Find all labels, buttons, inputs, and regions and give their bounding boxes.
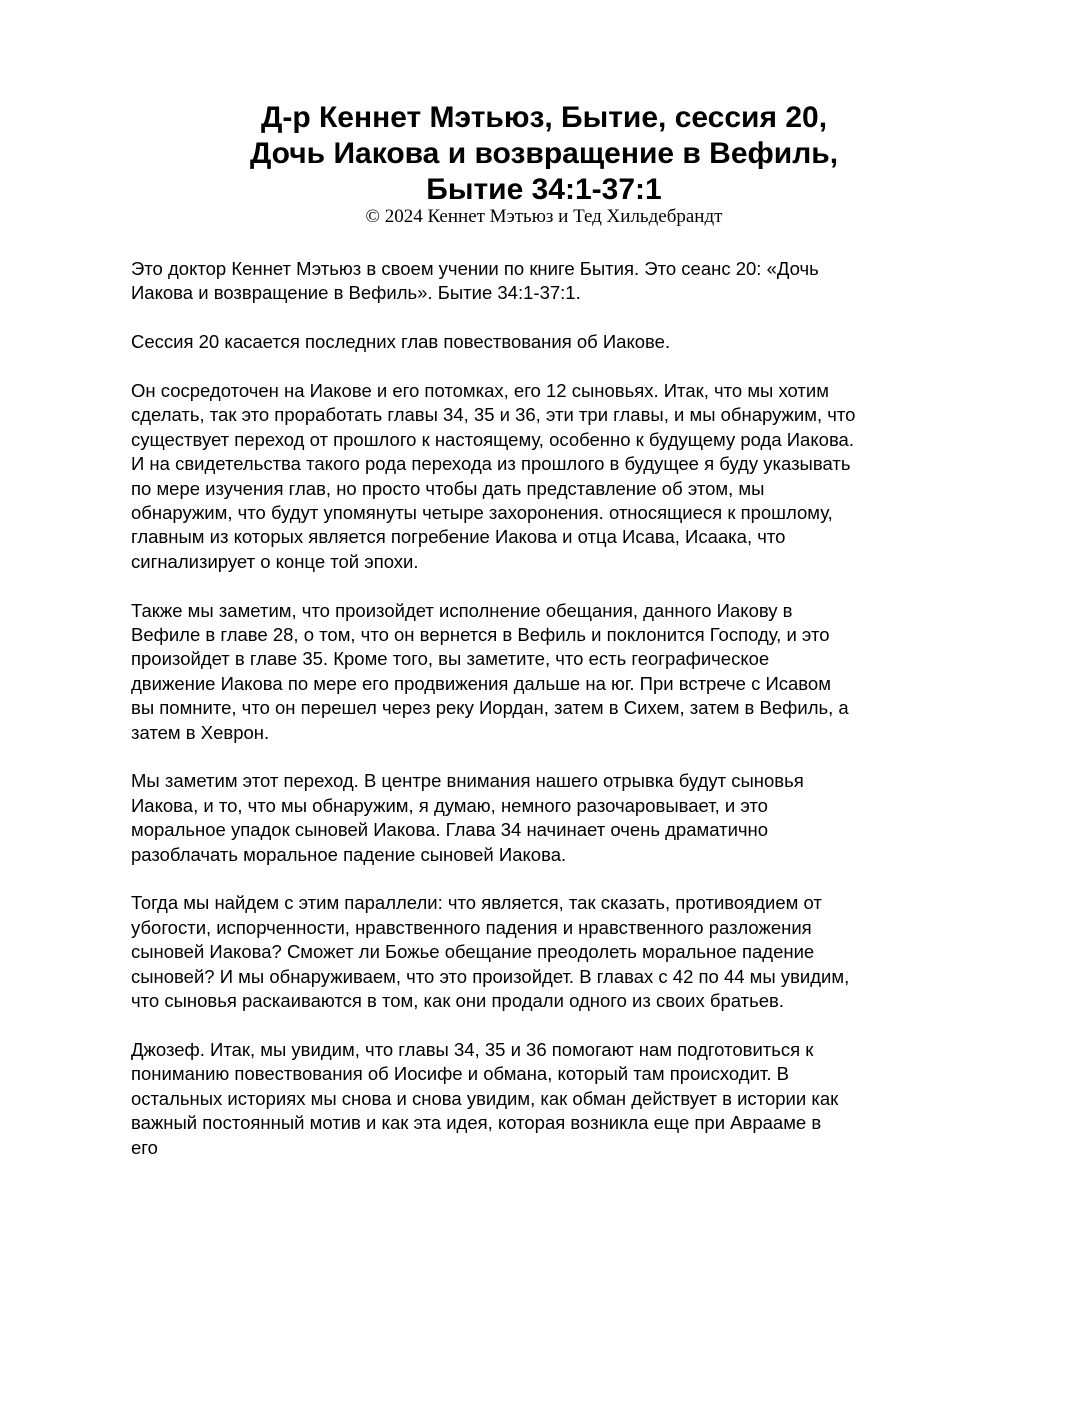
paragraph: [131, 599, 971, 745]
text-line: обнаружим, что будут упомянуты четыре захоронения. относящиеся к прошлому,: [131, 502, 833, 524]
text-line: Мы заметим этот переход. В центре внимания нашего отрывка будут сыновья: [131, 770, 804, 792]
text-line: затем в Хеврон.: [131, 721, 270, 743]
text-line: разоблачать моральное падение сыновей Иакова.: [131, 843, 567, 865]
text-line: Это доктор Кеннет Мэтьюз в своем учении по книге Бытия. Это сеанс 20: «Дочь: [131, 258, 819, 279]
paragraph: [131, 330, 971, 354]
text-line: что сыновья раскаиваются в том, как они продали одного из своих братьев.: [131, 990, 785, 1012]
text-line: Джозеф. Итак, мы увидим, что главы 34, 35 и 36 помогают нам подготовиться к: [131, 1038, 814, 1060]
paragraph: [131, 1038, 971, 1160]
text-line: существует переход от прошлого к настоящему, особенно к будущему рода Иакова.: [131, 428, 854, 450]
text-line: Он сосредоточен на Иакове и его потомках, его 12 сыновьях. Итак, что мы хотим: [131, 380, 829, 401]
text-line: произойдет в главе 35. Кроме того, вы заметите, что есть географическое: [131, 648, 770, 670]
text-line: сыновей? И мы обнаруживаем, что это произойдет. В главах с 42 по 44 мы увидим,: [131, 965, 850, 987]
text-line: движение Иакова по мере его продвижения дальше на юг. При встрече с Исавом: [131, 672, 831, 694]
text-line: пониманию повествования об Иосифе и обмана, который там происходит. В: [131, 1063, 789, 1085]
text-line: сигнализирует о конце той эпохи.: [131, 550, 419, 572]
text-line: Вефиле в главе 28, о том, что он вернется в Вефиль и поклонится Господу, и это: [131, 624, 830, 646]
text-line: И на свидетельства такого рода перехода из прошлого в будущее я буду указывать: [131, 453, 851, 475]
text-line: Тогда мы найдем с этим параллели: что является, так сказать, противоядием от: [131, 892, 822, 914]
text-line: Иакова и возвращение в Вефиль». Бытие 34:1-37:1.: [131, 282, 581, 304]
text-line: вы помните, что он перешел через реку Иордан, затем в Сихем, затем в Вефиль, а: [131, 697, 849, 719]
copyright-notice: © 2024 Кеннет Мэтьюз и Тед Хильдебрандт: [365, 206, 723, 227]
document-body: [131, 257, 971, 1184]
title-line: Дочь Иакова и возвращение в Вефиль,: [249, 137, 839, 170]
paragraph: [131, 891, 971, 1013]
text-line: по мере изучения глав, но просто чтобы дать представление об этом, мы: [131, 477, 765, 499]
text-line: главным из которых является погребение Иакова и отца Исава, Исаака, что: [131, 526, 786, 548]
title-line: Д-р Кеннет Мэтьюз, Бытие, сессия 20,: [260, 101, 828, 134]
text-line: важный постоянный мотив и как эта идея, которая возникла еще при Аврааме в: [131, 1112, 822, 1134]
paragraph: [131, 379, 971, 574]
text-line: остальных историях мы снова и снова увидим, как обман действует в истории как: [131, 1087, 839, 1109]
text-line: Иакова, и то, что мы обнаружим, я думаю, немного разочаровывает, и это: [131, 794, 768, 816]
text-line: моральное упадок сыновей Иакова. Глава 34 начинает очень драматично: [131, 819, 769, 841]
text-line: сделать, так это проработать главы 34, 35 и 36, эти три главы, и мы обнаружим, что: [131, 404, 856, 426]
paragraph: [131, 257, 971, 306]
title-line: Бытие 34:1-37:1: [426, 173, 662, 206]
text-line: убогости, испорченности, нравственного падения и нравственного разложения: [131, 916, 812, 938]
text-line: Также мы заметим, что произойдет исполнение обещания, данного Иакову в: [131, 599, 793, 621]
text-line: сыновей Иакова? Сможет ли Божье обещание преодолеть моральное падение: [131, 941, 815, 963]
text-line: его: [131, 1136, 158, 1158]
text-line: Сессия 20 касается последних глав повествования об Иакове.: [131, 331, 671, 353]
page-title: [0, 100, 1088, 208]
paragraph: [131, 769, 971, 867]
